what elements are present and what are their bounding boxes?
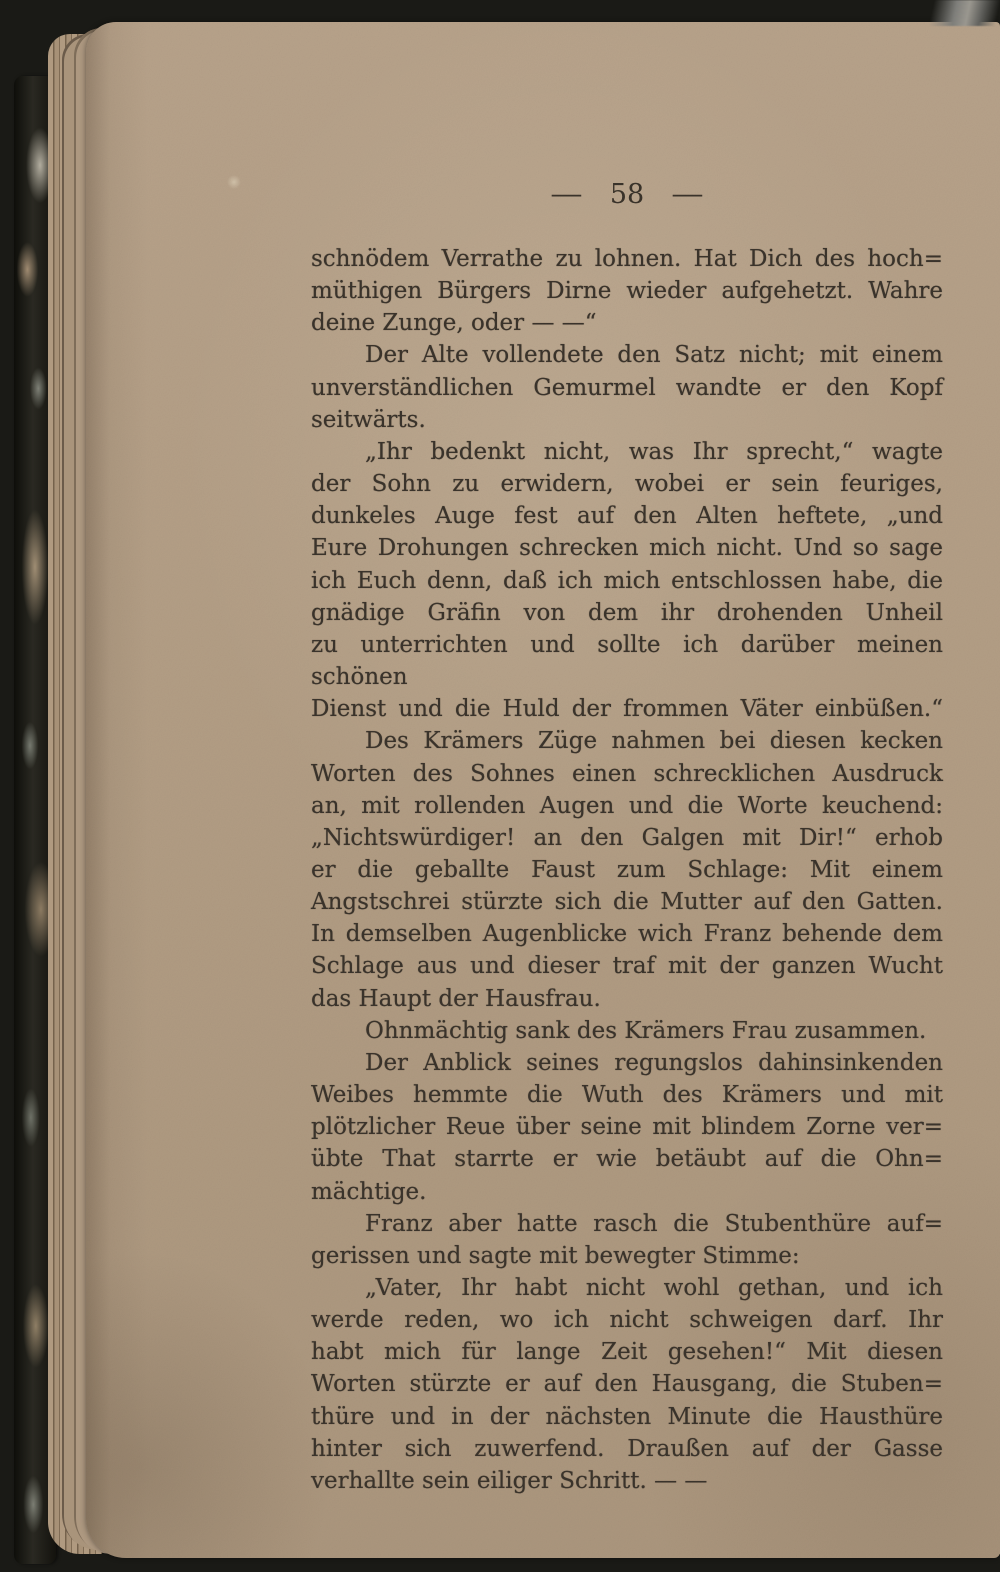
- text-line: an, mit rollenden Augen und die Worte keuchend:: [311, 792, 943, 819]
- text-line: ich Euch denn, daß ich mich entschlossen habe, die: [311, 567, 943, 594]
- page-header: [311, 174, 943, 214]
- text-line: „Vater, Ihr habt nicht wohl gethan, und ich: [365, 1275, 943, 1301]
- text-line: Ohnmächtig sank des Krämers Frau zusammen.: [365, 1017, 927, 1044]
- text-line: hinter sich zuwerfend. Draußen auf der Gasse: [311, 1435, 943, 1462]
- text-line: der Sohn zu erwidern, wobei er sein feuriges,: [311, 471, 943, 498]
- page-number: 58: [609, 178, 645, 210]
- text-line: werde reden, wo ich nicht schweigen darf. Ihr: [311, 1307, 943, 1334]
- book-page: [86, 22, 1000, 1558]
- text-line: Franz aber hatte rasch die Stubenthüre auf=: [365, 1210, 943, 1237]
- text-line: übte That starrte er wie betäubt auf die Ohn=: [311, 1146, 943, 1173]
- scanner-glare: [928, 0, 1000, 26]
- text-line: Dienst und die Huld der frommen Väter einbüßen.“: [311, 696, 943, 723]
- text-line: Der Alte vollendete den Satz nicht; mit einem: [365, 342, 943, 369]
- text-line: Worten des Sohnes einen schrecklichen Ausdruck: [311, 760, 943, 787]
- text-line: das Haupt der Hausfrau.: [311, 985, 601, 1012]
- text-line: Weibes hemmte die Wuth des Krämers und mit: [311, 1082, 943, 1109]
- text-line: dunkeles Auge fest auf den Alten heftete, „und: [311, 503, 943, 530]
- text-line: gerissen und sagte mit bewegter Stimme:: [311, 1242, 800, 1269]
- text-line: unverständlichen Gemurmel wandte er den Kopf: [311, 374, 943, 401]
- text-line: plötzlicher Reue über seine mit blindem Zorne ver=: [311, 1114, 943, 1141]
- text-block: [311, 243, 943, 1497]
- text-line: verhallte sein eiliger Schritt. — —: [311, 1467, 708, 1494]
- text-line: Angstschrei stürzte sich die Mutter auf den Gatten.: [311, 889, 943, 916]
- text-line: „Nichtswürdiger! an den Galgen mit Dir!“ erhob: [311, 824, 943, 851]
- text-line: habt mich für lange Zeit gesehen!“ Mit diesen: [311, 1339, 943, 1366]
- text-line: schnödem Verrathe zu lohnen. Hat Dich des hoch=: [311, 246, 943, 272]
- text-line: müthigen Bürgers Dirne wieder aufgehetzt. Wahre: [311, 278, 943, 305]
- text-line: thüre und in der nächsten Minute die Hausthüre: [311, 1403, 943, 1430]
- header-dash-left: —: [550, 178, 583, 210]
- text-line: Schlage aus und dieser traf mit der ganzen Wucht: [311, 953, 943, 980]
- text-line: Des Krämers Züge nahmen bei diesen kecken: [365, 728, 943, 755]
- text-line: er die geballte Faust zum Schlage: Mit einem: [311, 856, 943, 883]
- text-line: zu unterrichten und sollte ich darüber meinen schönen: [311, 631, 943, 691]
- text-line: Eure Drohungen schrecken mich nicht. Und so sage: [311, 535, 943, 562]
- text-line: deine Zunge, oder — —“: [311, 310, 597, 337]
- text-line: seitwärts.: [311, 406, 426, 433]
- text-line: Worten stürzte er auf den Hausgang, die Stuben=: [311, 1371, 943, 1398]
- header-dash-right: —: [671, 178, 704, 210]
- text-line: „Ihr bedenkt nicht, was Ihr sprecht,“ wagte: [365, 438, 943, 465]
- text-line: Der Anblick seines regungslos dahinsinkenden: [365, 1049, 943, 1076]
- text-line: In demselben Augenblicke wich Franz behende dem: [311, 921, 943, 948]
- text-line: mächtige.: [311, 1178, 427, 1205]
- text-line: gnädige Gräfin von dem ihr drohenden Unheil: [311, 599, 943, 626]
